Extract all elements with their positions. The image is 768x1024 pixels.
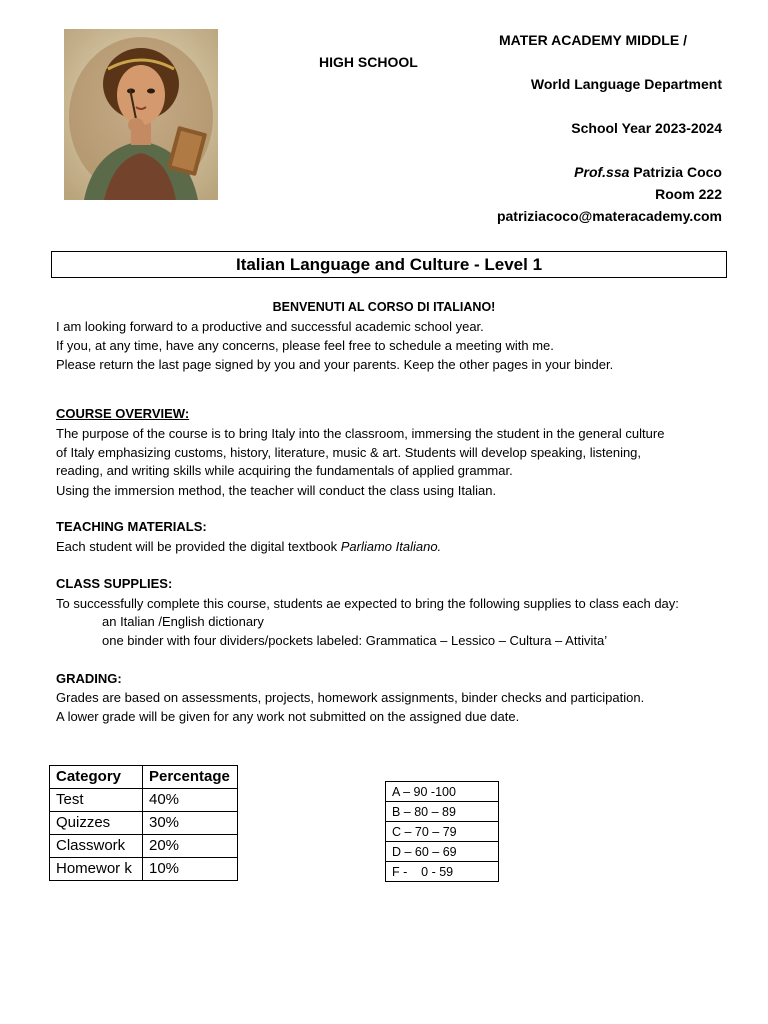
- supplies-heading: CLASS SUPPLIES:: [56, 576, 173, 591]
- grade-range: A – 90 -100: [386, 782, 499, 802]
- table-row: [386, 782, 499, 802]
- table-row: [50, 858, 238, 881]
- materials-text-before: Each student will be provided the digital textbook: [56, 539, 341, 554]
- category-table: [49, 765, 238, 881]
- grade-range: B – 80 – 89: [386, 802, 499, 822]
- welcome-line: Please return the last page signed by you and your parents. Keep the other pages in your binder.: [56, 357, 614, 372]
- supply-item: one binder with four dividers/pockets labeled: Grammatica – Lessico – Cultura – Attivita’: [102, 633, 608, 648]
- table-row: [386, 802, 499, 822]
- welcome-line: I am looking forward to a productive and successful academic school year.: [56, 319, 484, 334]
- teacher-name: Patrizia Coco: [629, 164, 722, 180]
- teacher-title: Prof.ssa: [574, 164, 630, 180]
- grade-range: F - 0 - 59: [386, 862, 499, 882]
- overview-line: The purpose of the course is to bring Italy into the classroom, immersing the student in the general culture: [56, 426, 665, 441]
- welcome-heading: BENVENUTI AL CORSO DI ITALIANO!: [272, 300, 496, 314]
- materials-text: [56, 538, 441, 556]
- teacher-email: patriziacoco@materacademy.com: [496, 208, 722, 224]
- table-row: [50, 789, 238, 812]
- portrait-image: [64, 29, 218, 200]
- table-row: [386, 822, 499, 842]
- table-header-row: [50, 766, 238, 789]
- grade-range: C – 70 – 79: [386, 822, 499, 842]
- category-cell: Test: [50, 789, 143, 812]
- school-name-line2: HIGH SCHOOL: [319, 54, 418, 70]
- overview-line: of Italy emphasizing customs, history, literature, music & art. Students will develop speaking, listening,: [56, 445, 642, 460]
- percentage-cell: 10%: [143, 858, 238, 881]
- percentage-cell: 40%: [143, 789, 238, 812]
- category-cell: Homewor k: [50, 858, 143, 881]
- room-number: Room 222: [655, 186, 722, 202]
- supply-item: an Italian /English dictionary: [102, 614, 264, 629]
- table-row: [50, 812, 238, 835]
- course-title: Italian Language and Culture - Level 1: [51, 251, 727, 278]
- table-row: [50, 835, 238, 858]
- overview-heading: COURSE OVERVIEW:: [56, 406, 190, 421]
- grade-range: D – 60 – 69: [386, 842, 499, 862]
- percentage-cell: 30%: [143, 812, 238, 835]
- category-cell: Classwork: [50, 835, 143, 858]
- textbook-title: Parliamo Italiano.: [340, 539, 442, 554]
- supplies-intro: To successfully complete this course, students ae expected to bring the following supplies to class each day:: [56, 596, 679, 611]
- grading-line: A lower grade will be given for any work not submitted on the assigned due date.: [56, 709, 520, 724]
- table-row: [386, 862, 499, 882]
- category-header: Category: [50, 766, 143, 789]
- teacher-line: [574, 164, 722, 180]
- overview-line: Using the immersion method, the teacher will conduct the class using Italian.: [56, 483, 497, 498]
- grading-heading: GRADING:: [56, 671, 122, 686]
- department-name: World Language Department: [530, 76, 722, 92]
- grade-scale-table: [385, 781, 499, 882]
- table-row: [386, 842, 499, 862]
- welcome-line: If you, at any time, have any concerns, please feel free to schedule a meeting with me.: [56, 338, 554, 353]
- percentage-cell: 20%: [143, 835, 238, 858]
- percentage-header: Percentage: [143, 766, 238, 789]
- school-name-line1: MATER ACADEMY MIDDLE /: [499, 32, 687, 48]
- overview-line: reading, and writing skills while acquiring the fundamentals of applied grammar.: [56, 463, 513, 478]
- school-year: School Year 2023-2024: [571, 120, 722, 136]
- category-cell: Quizzes: [50, 812, 143, 835]
- materials-heading: TEACHING MATERIALS:: [56, 519, 207, 534]
- grading-line: Grades are based on assessments, projects, homework assignments, binder checks and participation.: [56, 690, 645, 705]
